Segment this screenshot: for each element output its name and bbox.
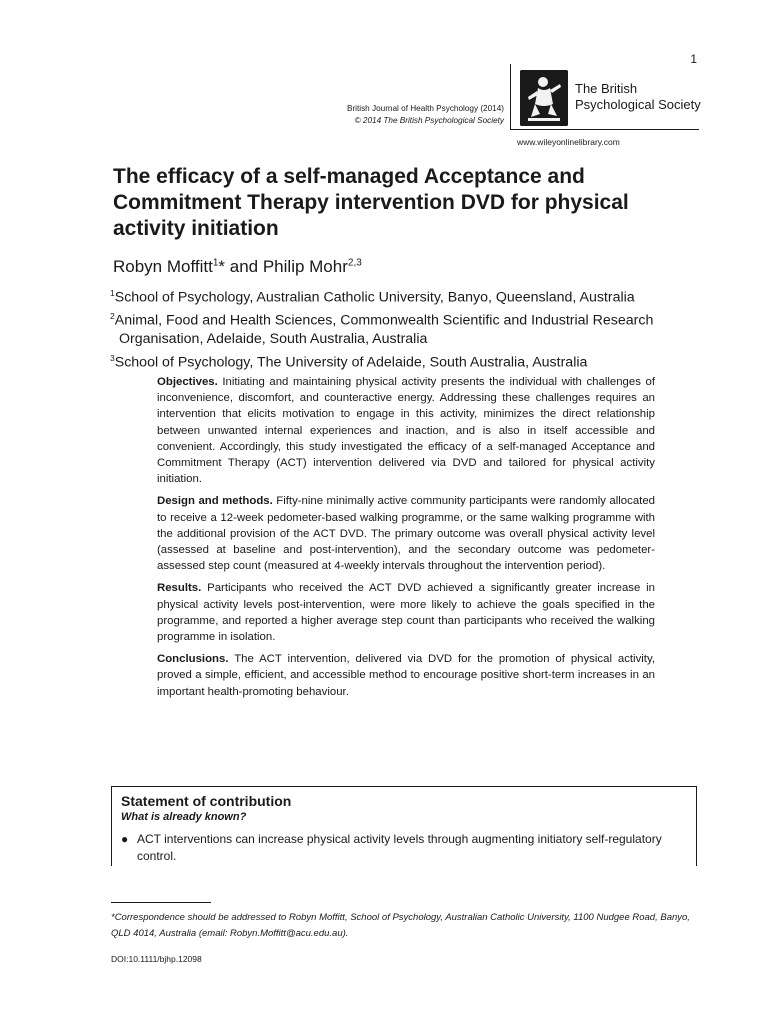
author-name: Philip Mohr — [262, 257, 348, 276]
abstract — [157, 374, 655, 706]
contribution-item-text: ACT interventions can increase physical activity levels through augmenting initiatory self-regulatory control. — [137, 832, 662, 863]
affiliation-continuation: Organisation, Adelaide, South Australia, Australia — [119, 331, 428, 348]
corresponding-author-mark: * — [218, 257, 226, 276]
affiliation-text: School of Psychology, Australian Catholic University, Banyo, Queensland, Australia — [114, 289, 635, 306]
affiliation-number: 1 — [110, 288, 115, 298]
doi[interactable]: DOI:10.1111/bjhp.12098 — [111, 954, 202, 964]
statement-of-contribution-box — [111, 786, 697, 866]
abstract-heading: Conclusions. — [157, 653, 229, 666]
society-name — [575, 81, 701, 113]
society-name-line1: The British — [575, 81, 638, 96]
publisher-url[interactable]: www.wileyonlinelibrary.com — [517, 137, 620, 147]
contribution-title: Statement of contribution — [121, 793, 292, 809]
abstract-design — [157, 493, 655, 574]
footnote-divider — [111, 902, 211, 903]
contribution-subtitle: What is already known? — [121, 811, 247, 823]
author-name: Robyn Moffitt — [113, 257, 213, 276]
paper-title: The efficacy of a self-managed Acceptance and Commitment Therapy intervention DVD for physical activity initiation — [113, 165, 629, 240]
abstract-heading: Objectives. — [157, 376, 218, 388]
abstract-text: Fifty-nine minimally active community participants were randomly allocated to receive a 12-week pedometer-based walking programme, or the same walking programme with the additional provision of the ACT DVD. The primary outcome was overall physical activity level (assessed at baseline and post-intervention), and the secondary outcome was pedometer-assessed step count (measured at 4-weekly intervals throughout the intervention period). — [157, 495, 655, 573]
header-divider-horizontal — [510, 129, 699, 130]
author-affiliation-mark: 2,3 — [347, 257, 362, 269]
abstract-text: Initiating and maintaining physical activity presents the individual with challenges of inconvenience, discomfort, and counteractive energy. Addressing these challenges requires an intervention that elicits motivation to engage in this activity, minimizes the direct relationship between unwanted internal experiences and inaction, and is also in itself accessible and convenient. Accordingly, this study investigated the efficacy of a self-managed Acceptance and Commitment Therapy (ACT) intervention delivered via DVD and tailored for physical activity initiation. — [157, 376, 655, 486]
bullet-icon: ● — [121, 832, 129, 846]
affiliation-number: 2 — [110, 311, 115, 322]
affiliation-text: Animal, Food and Health Sciences, Commonwealth Scientific and Industrial Research — [114, 312, 654, 329]
author-connector: and — [225, 257, 263, 276]
abstract-heading: Design and methods. — [157, 495, 273, 508]
affiliation — [110, 284, 710, 307]
journal-citation: British Journal of Health Psychology (2014) — [346, 104, 504, 113]
affiliation-text: School of Psychology, The University of Adelaide, South Australia, Australia — [114, 354, 588, 371]
affiliation-number: 3 — [110, 352, 115, 363]
society-logo-icon — [520, 70, 568, 126]
author-list — [113, 257, 362, 277]
journal-copyright: © 2014 The British Psychological Society — [354, 116, 504, 125]
journal-citation-block — [347, 103, 504, 127]
affiliation-list — [110, 284, 710, 372]
author-affiliation-mark: 1 — [212, 257, 219, 269]
abstract-text: Participants who received the ACT DVD achieved a significantly greater increase in physical activity levels post-intervention, were more likely to achieve the goals specified in the programme, and reported a higher average step count than participants who received the walking programme in isolation. — [157, 582, 655, 644]
society-name-line2: Psychological Society — [575, 97, 701, 112]
abstract-results — [157, 580, 655, 645]
affiliation — [110, 349, 710, 372]
abstract-objectives — [157, 374, 655, 487]
abstract-text: The ACT intervention, delivered via DVD for the promotion of physical activity, proved a simple, efficient, and accessible method to encourage positive short-term increases in an important health-promoting behaviour. — [157, 653, 655, 698]
header-divider-vertical — [510, 64, 511, 130]
page-number: 1 — [690, 52, 697, 66]
abstract-heading: Results. — [157, 582, 202, 595]
affiliation — [110, 307, 710, 330]
correspondence-footnote: *Correspondence should be addressed to Robyn Moffitt, School of Psychology, Australian Catholic University, 1100 Nudgee Road, Banyo, QLD 4014, Australia (email: Robyn.Moffitt@acu.edu.au). — [111, 912, 690, 939]
abstract-conclusions — [157, 651, 655, 700]
